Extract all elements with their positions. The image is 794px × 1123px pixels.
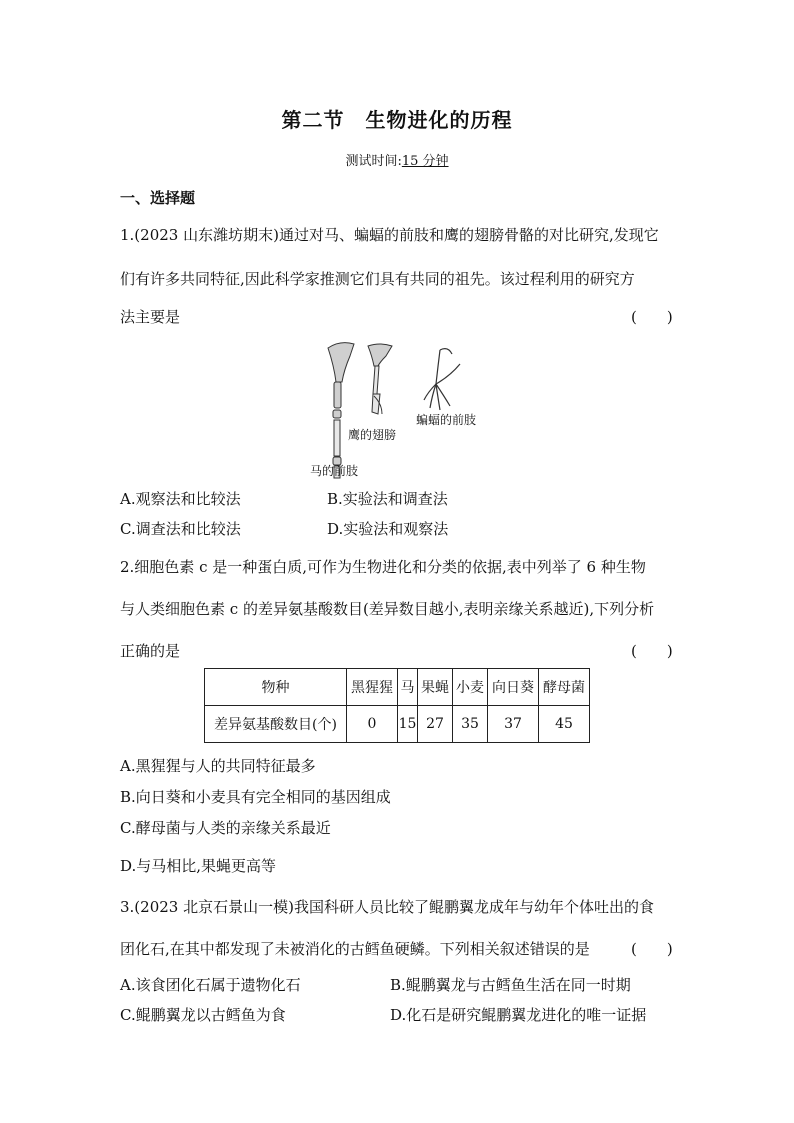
bat-forelimb-drawing (424, 349, 460, 410)
q3-option-a: A.该食团化石属于遗物化石 (120, 976, 301, 994)
q3-option-b: B.鲲鹏翼龙与古鳕鱼生活在同一时期 (390, 976, 631, 994)
q2-option-d: D.与马相比,果蝇更高等 (120, 857, 277, 875)
table-cell: 37 (488, 706, 539, 743)
q2-answer-paren: ( ) (631, 642, 673, 660)
horse-forelimb-label: 马的前肢 (310, 464, 359, 478)
q1-line-3: 法主要是 (120, 308, 181, 326)
q1-line-2: 们有许多共同特征,因此科学家推测它们具有共同的祖先。该过程利用的研究方 (120, 270, 635, 288)
q3-option-d: D.化石是研究鲲鹏翼龙进化的唯一证据 (390, 1006, 647, 1024)
cytochrome-c-table (204, 668, 590, 743)
q1-answer-paren: ( ) (631, 308, 673, 326)
q1-figure (300, 336, 500, 484)
q2-line-2: 与人类细胞色素 c 的差异氨基酸数目(差异数目越小,表明亲缘关系越近),下列分析 (120, 600, 655, 618)
q3-answer-paren: ( ) (631, 940, 673, 958)
test-time (0, 150, 794, 169)
horse-forelimb-drawing (328, 343, 354, 478)
q1-option-c: C.调查法和比较法 (120, 520, 241, 538)
eagle-wing-drawing (368, 344, 392, 414)
table-row (205, 706, 590, 743)
q2-line-3: 正确的是 (120, 642, 181, 660)
eagle-wing-label: 鹰的翅膀 (348, 428, 397, 442)
q1-option-d: D.实验法和观察法 (327, 520, 449, 538)
q2-line-1: 2.细胞色素 c 是一种蛋白质,可作为生物进化和分类的依据,表中列举了 6 种生物 (120, 558, 646, 576)
q1-line-1: 1.(2023 山东潍坊期末)通过对马、蝙蝠的前肢和鹰的翅膀骨骼的对比研究,发现它 (120, 226, 659, 244)
table-cell: 差异氨基酸数目(个) (205, 706, 347, 743)
table-cell: 15 (398, 706, 418, 743)
q3-line-1: 3.(2023 北京石景山一模)我国科研人员比较了鲲鹏翼龙成年与幼年个体吐出的食 (120, 898, 654, 916)
table-header-row (205, 669, 590, 706)
q1-option-b: B.实验法和调查法 (327, 490, 448, 508)
bat-forelimb-label: 蝙蝠的前肢 (416, 413, 477, 427)
page-title: 第二节 生物进化的历程 (281, 108, 513, 132)
table-header-cell: 物种 (205, 669, 347, 706)
q2-option-b: B.向日葵和小麦具有完全相同的基因组成 (120, 788, 391, 806)
section-heading: 一、选择题 (120, 189, 196, 207)
table-cell: 35 (453, 706, 488, 743)
table-header-cell: 黑猩猩 (347, 669, 398, 706)
table-cell: 27 (418, 706, 453, 743)
table-header-cell: 酵母菌 (539, 669, 590, 706)
q2-option-c: C.酵母菌与人类的亲缘关系最近 (120, 819, 331, 837)
q3-option-c: C.鲲鹏翼龙以古鳕鱼为食 (120, 1006, 286, 1024)
table-header-cell: 小麦 (453, 669, 488, 706)
table-cell: 45 (539, 706, 590, 743)
table-header-cell: 果蝇 (418, 669, 453, 706)
table-header-cell: 马 (398, 669, 418, 706)
q2-option-a: A.黑猩猩与人的共同特征最多 (120, 757, 316, 775)
q3-line-2: 团化石,在其中都发现了未被消化的古鳕鱼硬鳞。下列相关叙述错误的是 (120, 940, 590, 958)
test-time-value: 15 分钟 (401, 154, 449, 169)
table-header-cell: 向日葵 (488, 669, 539, 706)
q1-option-a: A.观察法和比较法 (120, 490, 241, 508)
test-time-label: 测试时间: (345, 154, 402, 169)
table-cell: 0 (347, 706, 398, 743)
